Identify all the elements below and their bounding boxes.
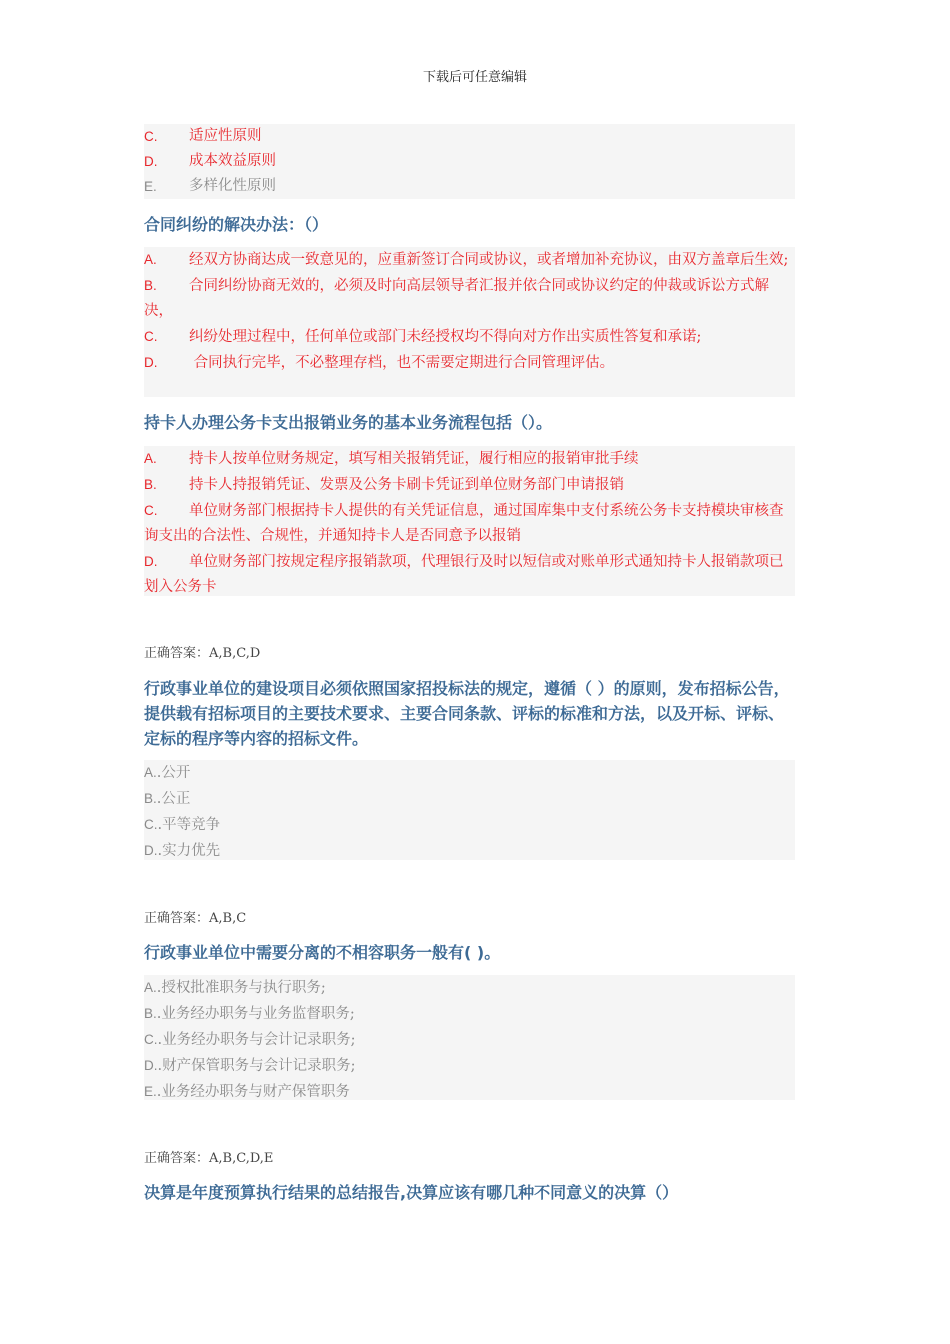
option-text: .业务经办职务与会计记录职务; bbox=[157, 1032, 356, 1048]
option-text: .公正 bbox=[156, 791, 191, 807]
option-text: .财产保管职务与会计记录职务; bbox=[157, 1058, 356, 1074]
question-bidding: 行政事业单位的建设项目必须依照国家招投标法的规定，遵循（ ）的原则，发布招标公告，提供载有招标项目的主要技术要求、主要合同条款、评标的标准和方法，以及开标、评标、定标的程序等内容的招标文件。 bbox=[144, 679, 790, 748]
option-b bbox=[144, 273, 795, 324]
option-text: 持卡人按单位财务规定，填写相关报销凭证，履行相应的报销审批手续 bbox=[189, 451, 639, 467]
option-text: 单位财务部门根据持卡人提供的有关凭证信息，通过国库集中支付系统公务卡支持模块审核查询支出的合法性、合规性，并通知持卡人是否同意予以报销 bbox=[144, 503, 784, 544]
option-text: .实力优先 bbox=[157, 843, 221, 859]
option-text: .业务经办职务与业务监督职务; bbox=[156, 1006, 355, 1022]
option-letter: B. bbox=[144, 477, 157, 492]
option-e bbox=[144, 174, 795, 199]
options-block-4 bbox=[144, 760, 795, 860]
option-text: 合同执行完毕，不必整理存档，也不需要定期进行合同管理评估。 bbox=[189, 355, 615, 371]
option-letter: A. bbox=[144, 980, 157, 995]
option-letter: A. bbox=[144, 451, 157, 466]
option-e bbox=[144, 1079, 795, 1105]
option-text: .平等竞争 bbox=[157, 817, 221, 833]
question-final-accounts: 决算是年度预算执行结果的总结报告,决算应该有哪几种不同意义的决算（） bbox=[144, 1183, 679, 1202]
question-official-card: 持卡人办理公务卡支出报销业务的基本业务流程包括（）。 bbox=[144, 413, 553, 432]
option-letter: B. bbox=[144, 791, 157, 806]
option-letter: B. bbox=[144, 278, 157, 293]
option-letter: C. bbox=[144, 129, 158, 144]
option-text: .业务经办职务与财产保管职务 bbox=[156, 1084, 350, 1100]
option-b bbox=[144, 1001, 795, 1027]
correct-answer: 正确答案：A,B,C,D,E bbox=[144, 1151, 274, 1166]
options-block-2 bbox=[144, 247, 795, 397]
question-incompatible-duties: 行政事业单位中需要分离的不相容职务一般有( )。 bbox=[144, 943, 501, 962]
option-d bbox=[144, 549, 795, 600]
option-text: 单位财务部门按规定程序报销款项，代理银行及时以短信或对账单形式通知持卡人报销款项已划入公务卡 bbox=[144, 554, 784, 595]
option-letter: D. bbox=[144, 355, 158, 370]
option-c bbox=[144, 324, 795, 350]
option-b bbox=[144, 472, 795, 498]
option-b bbox=[144, 786, 795, 812]
option-a bbox=[144, 247, 795, 273]
option-letter: A. bbox=[144, 252, 157, 267]
option-letter: D. bbox=[144, 1058, 158, 1073]
option-letter: C. bbox=[144, 329, 158, 344]
option-c bbox=[144, 1027, 795, 1053]
option-letter: D. bbox=[144, 154, 158, 169]
correct-answer: 正确答案：A,B,C,D bbox=[144, 646, 261, 661]
options-block-3 bbox=[144, 446, 795, 596]
correct-answer: 正确答案：A,B,C bbox=[144, 911, 247, 926]
options-block-5 bbox=[144, 975, 795, 1100]
option-letter: C. bbox=[144, 503, 158, 518]
option-letter: E. bbox=[144, 1084, 157, 1099]
option-text: 合同纠纷协商无效的，必须及时向高层领导者汇报并依合同或协议约定的仲裁或诉讼方式解决， bbox=[144, 278, 769, 319]
question-contract-dispute: 合同纠纷的解决办法：（） bbox=[144, 215, 329, 234]
option-letter: C. bbox=[144, 817, 158, 832]
option-c bbox=[144, 124, 795, 149]
options-block-1 bbox=[144, 124, 795, 199]
option-letter: E. bbox=[144, 179, 157, 194]
option-text: 适应性原则 bbox=[189, 128, 262, 144]
option-d bbox=[144, 149, 795, 174]
option-a bbox=[144, 975, 795, 1001]
option-letter: D. bbox=[144, 554, 158, 569]
option-d bbox=[144, 350, 795, 376]
option-text: 成本效益原则 bbox=[189, 153, 276, 169]
option-text: 经双方协商达成一致意见的，应重新签订合同或协议，或者增加补充协议，由双方盖章后生效; bbox=[189, 252, 789, 268]
option-c bbox=[144, 812, 795, 838]
option-text: .授权批准职务与执行职务; bbox=[156, 980, 326, 996]
option-c bbox=[144, 498, 795, 549]
option-text: 多样化性原则 bbox=[189, 178, 276, 194]
option-text: 纠纷处理过程中，任何单位或部门未经授权均不得向对方作出实质性答复和承诺; bbox=[189, 329, 702, 345]
option-letter: B. bbox=[144, 1006, 157, 1021]
option-text: .公开 bbox=[156, 765, 191, 781]
option-letter: A. bbox=[144, 765, 157, 780]
option-d bbox=[144, 838, 795, 864]
option-letter: C. bbox=[144, 1032, 158, 1047]
option-letter: D. bbox=[144, 843, 158, 858]
page-header: 下载后可任意编辑 bbox=[422, 70, 527, 85]
option-a bbox=[144, 446, 795, 472]
option-d bbox=[144, 1053, 795, 1079]
option-a bbox=[144, 760, 795, 786]
option-text: 持卡人持报销凭证、发票及公务卡刷卡凭证到单位财务部门申请报销 bbox=[189, 477, 624, 493]
